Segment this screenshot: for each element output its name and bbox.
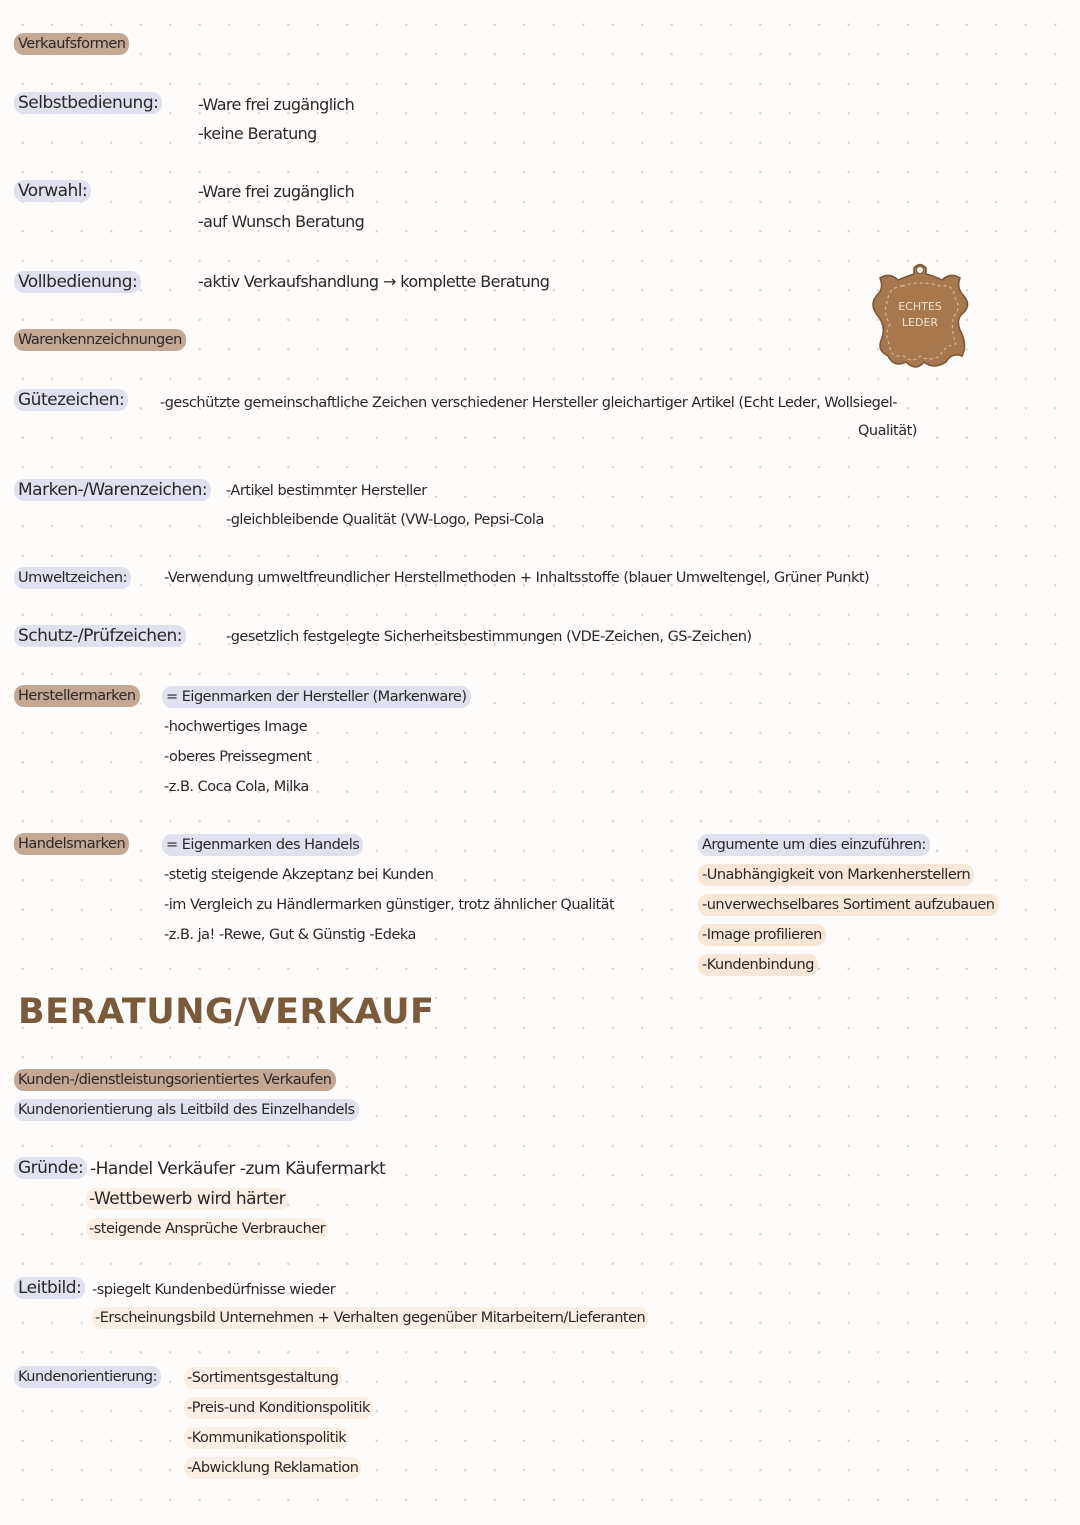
page-title-beratung: BERATUNG/VERKAUF [18,992,435,1032]
selbst-line-1: -Ware frei zugänglich [198,95,355,114]
argumente-line-2: -unverwechselbares Sortiment aufzubauen [698,894,999,916]
subheading-kundenorientiert: Kunden-/dienstleistungsorientiertes Verkaufen [14,1069,336,1091]
kundenorient-line-2: -Preis-und Konditionspolitik [184,1397,373,1419]
argumente-line-4: -Kundenbindung [698,954,818,976]
argumente-line-1: -Unabhängigkeit von Markenherstellern [698,864,974,886]
label-vollbedienung: Vollbedienung: [14,271,141,293]
kundenorient-line-3: -Kommunikationspolitik [184,1427,349,1449]
vorwahl-line-2: -auf Wunsch Beratung [198,212,365,231]
guete-text: -geschützte gemeinschaftliche Zeichen verschiedener Hersteller gleichartiger Artikel (Echt Leder, Wollsiegel- [160,395,898,411]
section-heading-warenkennzeichnungen: Warenkennzeichnungen [14,329,186,351]
echtes-leder-badge [868,258,972,372]
schutz-text: -gesetzlich festgelegte Sicherheitsbestimmungen (VDE-Zeichen, GS-Zeichen) [226,629,752,645]
handel-line-3: -im Vergleich zu Händlermarken günstiger, trotz ähnlicher Qualität [164,897,615,913]
label-guetezeichen: Gütezeichen: [14,389,128,411]
handel-line-4: -z.B. ja! -Rewe, Gut & Günstig -Edeka [164,927,416,943]
label-herstellermarken: Herstellermarken [14,685,140,707]
vorwahl-line-1: -Ware frei zugänglich [198,182,355,201]
subline-leitbild: Kundenorientierung als Leitbild des Einzelhandels [14,1099,359,1121]
label-selbstbedienung: Selbstbedienung: [14,92,162,114]
leitbild-line-1: -spiegelt Kundenbedürfnisse wieder [92,1282,336,1298]
leitbild-line-2: -Erscheinungsbild Unternehmen + Verhalten gegenüber Mitarbeitern/Lieferanten [92,1307,648,1329]
label-schutzzeichen: Schutz-/Prüfzeichen: [14,625,186,647]
marken-line-2: -gleichbleibende Qualität (VW-Logo, Pepsi-Cola [226,512,544,528]
hersteller-line-2: -hochwertiges Image [164,719,308,735]
voll-line-1: -aktiv Verkaufshandlung → komplette Beratung [198,272,550,291]
marken-line-1: -Artikel bestimmter Hersteller [226,483,427,499]
label-kundenorientierung: Kundenorientierung: [14,1366,161,1388]
label-leitbild: Leitbild: [14,1277,85,1299]
gruende-line-2: -Wettbewerb wird härter [86,1188,288,1210]
selbst-line-2: -keine Beratung [198,124,317,143]
label-gruende: Gründe: [14,1157,87,1179]
argumente-line-3: -Image profilieren [698,924,826,946]
label-umweltzeichen: Umweltzeichen: [14,567,131,589]
kundenorient-line-4: -Abwicklung Reklamation [184,1457,361,1479]
hersteller-line-3: -oberes Preissegment [164,749,312,765]
hersteller-line-4: -z.B. Coca Cola, Milka [164,779,309,795]
gruende-line-3: -steigende Ansprüche Verbraucher [86,1218,328,1240]
hersteller-line-1: = Eigenmarken der Hersteller (Markenware) [162,686,471,708]
badge-text-2: LEDER [901,316,939,329]
handel-line-2: -stetig steigende Akzeptanz bei Kunden [164,867,434,883]
label-vorwahl: Vorwahl: [14,180,91,202]
handel-line-1: = Eigenmarken des Handels [162,834,363,856]
umwelt-text: -Verwendung umweltfreundlicher Herstellmethoden + Inhaltsstoffe (blauer Umweltengel, Grüner Punkt) [164,570,870,586]
argumente-heading: Argumente um dies einzuführen: [698,834,930,856]
gruende-line-1: -Handel Verkäufer -zum Käufermarkt [90,1159,386,1179]
guete-text-cont: Qualität) [858,423,917,439]
kundenorient-line-1: -Sortimentsgestaltung [184,1367,342,1389]
section-heading-verkaufsformen: Verkaufsformen [14,33,129,55]
label-handelsmarken: Handelsmarken [14,833,129,855]
badge-text-1: ECHTES [898,300,942,313]
label-markenzeichen: Marken-/Warenzeichen: [14,479,211,501]
